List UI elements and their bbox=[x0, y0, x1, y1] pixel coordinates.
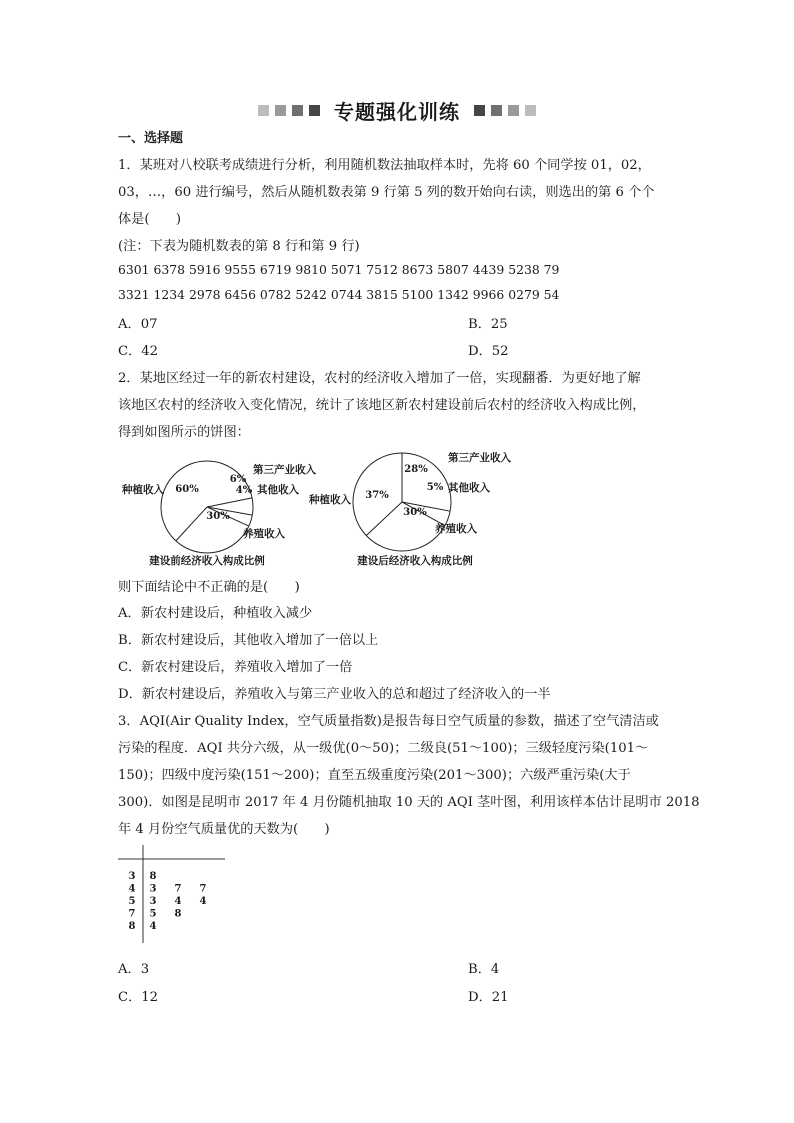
random-table-row-9: 3321 1234 2978 6456 0782 5242 0744 3815 5100 1342 9966 0279 54 bbox=[118, 287, 560, 302]
pie-category-label: 第三产业收入 bbox=[253, 464, 316, 476]
q2-text-line: 得到如图所示的饼图： bbox=[118, 425, 250, 440]
pie-category-label: 其他收入 bbox=[448, 482, 490, 494]
stem-leaf-plot bbox=[110, 845, 240, 945]
q3-option-d[interactable]: D．21 bbox=[468, 990, 509, 1005]
pie-category-label: 第三产业收入 bbox=[448, 452, 511, 464]
pie-value-label: 28% bbox=[404, 464, 428, 475]
title-square bbox=[309, 105, 320, 116]
leaf-value: 5 bbox=[149, 908, 157, 920]
pie-title: 建设前经济收入构成比例 bbox=[149, 555, 265, 567]
q3-text-line: 污染的程度．AQI 共分六级，从一级优(0～50)；二级良(51～100)；三级轻度污染(101～ bbox=[118, 741, 649, 756]
q3-text-line: 150)；四级中度污染(151～200)；直至五级重度污染(201～300)；六级严重污染(大于 bbox=[118, 768, 631, 783]
leaf-value: 7 bbox=[174, 883, 182, 895]
pie-category-label: 其他收入 bbox=[257, 484, 299, 496]
leaf-value: 3 bbox=[149, 883, 157, 895]
stem-value: 3 bbox=[128, 871, 136, 882]
section-heading: 一、选择题 bbox=[118, 131, 184, 146]
pie-title: 建设后经济收入构成比例 bbox=[357, 555, 473, 567]
q2-option-a[interactable]: A．新农村建设后，种植收入减少 bbox=[118, 606, 313, 621]
title-square bbox=[275, 105, 286, 116]
pie-chart-after bbox=[308, 451, 511, 567]
pie-category-label: 养殖收入 bbox=[243, 528, 285, 540]
page-title: 专题强化训练 bbox=[334, 100, 460, 124]
q1-text-line: 1．某班对八校联考成绩进行分析，利用随机数法抽取样本时，先将 60 个同学按 01，02， bbox=[118, 158, 651, 173]
leaf-value: 7 bbox=[199, 883, 207, 895]
q3-text-line: 3．AQI(Air Quality Index，空气质量指数)是报告每日空气质量的参数，描述了空气清洁或 bbox=[118, 714, 659, 729]
pie-category-label: 种植收入 bbox=[122, 484, 164, 496]
title-square bbox=[508, 105, 519, 116]
leaf-value: 8 bbox=[149, 871, 157, 882]
pie-value-label: 4% bbox=[235, 485, 253, 496]
pie-chart-before bbox=[121, 461, 316, 567]
pie-value-label: 30% bbox=[403, 507, 427, 518]
q3-option-b[interactable]: B．4 bbox=[468, 962, 500, 977]
q2-question: 则下面结论中不正确的是( ) bbox=[118, 580, 300, 595]
leaf-value: 4 bbox=[199, 896, 207, 907]
stem-value: 4 bbox=[128, 883, 136, 895]
stem-value: 8 bbox=[128, 921, 136, 932]
pie-value-label: 5% bbox=[426, 482, 444, 493]
q1-note: (注：下表为随机数表的第 8 行和第 9 行) bbox=[118, 239, 360, 254]
q3-text-line: 年 4 月份空气质量优的天数为( ) bbox=[118, 822, 330, 837]
title-bar bbox=[0, 96, 794, 125]
stem-value: 7 bbox=[128, 908, 136, 920]
pie-charts bbox=[0, 440, 794, 575]
title-square bbox=[258, 105, 269, 116]
leaf-value: 3 bbox=[149, 896, 157, 907]
stem-value: 5 bbox=[128, 896, 136, 907]
pie-value-label: 37% bbox=[365, 490, 389, 501]
pie-category-label: 养殖收入 bbox=[435, 523, 477, 535]
q3-text-line: 300)．如图是昆明市 2017 年 4 月份随机抽取 10 天的 AQI 茎叶图，利用该样本估计昆明市 2018 bbox=[118, 795, 700, 810]
pie-value-label: 60% bbox=[175, 484, 199, 495]
random-table-row-8: 6301 6378 5916 9555 6719 9810 5071 7512 8673 5807 4439 5238 79 bbox=[118, 262, 560, 277]
q1-option-a[interactable]: A．07 bbox=[118, 317, 158, 332]
leaf-value: 4 bbox=[174, 896, 182, 907]
q2-option-d[interactable]: D．新农村建设后，养殖收入与第三产业收入的总和超过了经济收入的一半 bbox=[118, 687, 551, 702]
q2-option-c[interactable]: C．新农村建设后，养殖收入增加了一倍 bbox=[118, 660, 353, 675]
q2-option-b[interactable]: B．新农村建设后，其他收入增加了一倍以上 bbox=[118, 633, 379, 648]
q1-text-line: 03，…，60 进行编号，然后从随机数表第 9 行第 5 列的数开始向右读，则选出的第 6 个个 bbox=[118, 185, 655, 200]
leaf-value: 8 bbox=[174, 908, 182, 920]
q3-option-c[interactable]: C．12 bbox=[118, 990, 159, 1005]
q1-option-d[interactable]: D．52 bbox=[468, 344, 509, 359]
pie-value-label: 6% bbox=[229, 474, 247, 485]
title-square bbox=[491, 105, 502, 116]
q2-text-line: 该地区农村的经济收入变化情况，统计了该地区新农村建设前后农村的经济收入构成比例， bbox=[118, 398, 646, 413]
pie-value-label: 30% bbox=[206, 511, 230, 522]
title-square bbox=[292, 105, 303, 116]
q3-option-a[interactable]: A．3 bbox=[118, 962, 150, 977]
title-square bbox=[474, 105, 485, 116]
leaf-value: 4 bbox=[149, 921, 157, 932]
pie-category-label: 种植收入 bbox=[309, 494, 351, 506]
q1-text-line: 体是( ) bbox=[118, 212, 182, 227]
title-square bbox=[525, 105, 536, 116]
q1-option-b[interactable]: B．25 bbox=[468, 317, 508, 332]
q2-text-line: 2．某地区经过一年的新农村建设，农村的经济收入增加了一倍，实现翻番．为更好地了解 bbox=[118, 371, 641, 386]
q1-option-c[interactable]: C．42 bbox=[118, 344, 159, 359]
